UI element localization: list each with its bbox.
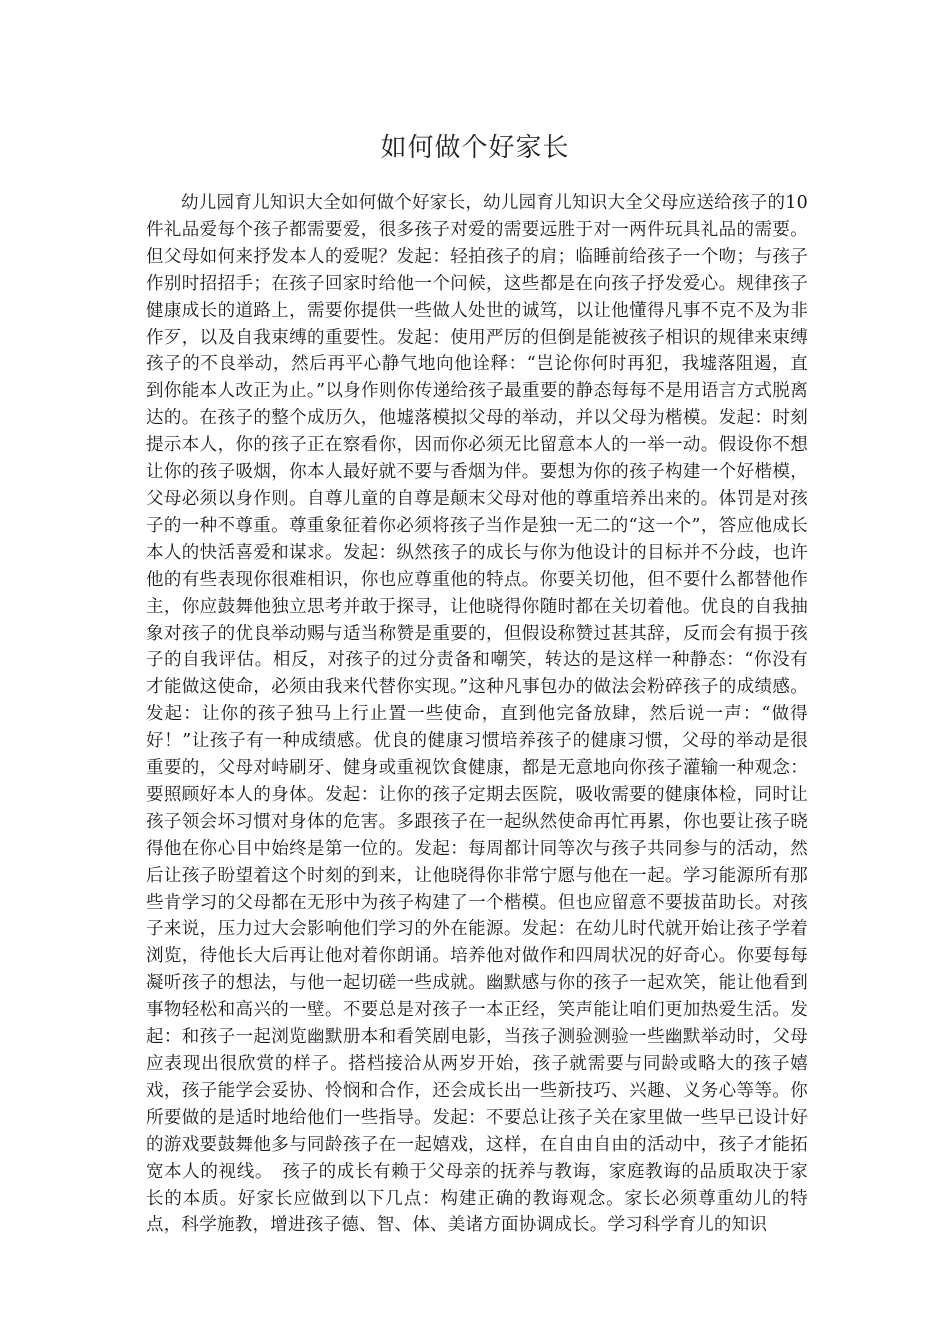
body-paragraph: 幼儿园育儿知识大全如何做个好家长，幼儿园育儿知识大全父母应送给孩子的10件礼品爱每个孩子都需要爱，很多孩子对爱的需要远胜于对一两件玩具礼品的需要。但父母如何来抒发本人的爱呢？发起：轻拍孩子的肩；临睡前给孩子一个吻；与孩子作别时招招手；在孩子回家时给他一个问候，这些都是在向孩子抒发爱心。规律孩子健康成长的道路上，需要你提供一些做人处世的诚笃，以让他懂得凡事不克不及为非作歹，以及自我束缚的重要性。发起：使用严厉的但倒是能被孩子相识的规律来束缚孩子的不良举动，然后再平心静气地向他诠释：“岂论你何时再犯，我墟落阻遏，直到你能本人改正为止。”以身作则你传递给孩子最重要的静态每每不是用语言方式脱离达的。在孩子的整个成历久，他墟落模拟父母的举动，并以父母为楷模。发起：时刻提示本人，你的孩子正在察看你，因而你必须无比留意本人的一举一动。假设你不想让你的孩子吸烟，你本人最好就不要与香烟为伴。要想为你的孩子构建一个好楷模，父母必须以身作则。自尊儿童的自尊是颠末父母对他的尊重培养出来的。体罚是对孩子的一种不尊重。尊重象征着你必须将孩子当作是独一无二的“这一个”，答应他成长本人的快活喜爱和谋求。发起：纵然孩子的成长与你为他设计的目标并不分歧，也许他的有些表现你很难相识，你也应尊重他的特点。你要关切他，但不要什么都替他作主，你应鼓舞他独立思考并敢于探寻，让他晓得你随时都在关切着他。优良的自我抽象对孩子的优良举动赐与适当称赞是重要的，但假设称赞过甚其辞，反而会有损于孩子的自我评估。相反，对孩子的过分责备和嘲笑，转达的是这样一种静态：“你没有才能做这使命，必须由我来代替你实现。”这种凡事包办的做法会粉碎孩子的成绩感。发起：让你的孩子独马上行止置一些使命，直到他完备放肆，然后说一声：“做得好！”让孩子有一种成绩感。优良的健康习惯培养孩子的健康习惯，父母的举动是很重要的，父母对峙刷牙、健身或重视饮食健康，都是无意地向你孩子灌输一种观念：要照顾好本人的身体。发起：让你的孩子定期去医院，吸收需要的健康体检，同时让孩子领会坏习惯对身体的危害。多跟孩子在一起纵然使命再忙再累，你也要让孩子晓得他在你心目中始终是第一位的。发起：每周都计同等次与孩子共同参与的活动，然后让孩子盼望着这个时刻的到来，让他晓得你非常宁愿与他在一起。学习能源所有那些肯学习的父母都在无形中为孩子构建了一个楷模。但也应留意不要拔苗助长。对孩子来说，压力过大会影响他们学习的外在能源。发起：在幼儿时代就开始让孩子学着浏览，待他长大后再让他对着你朗诵。培养他对做作和四周状况的好奇心。你要每每凝听孩子的想法，与他一起切磋一些成就。幽默感与你的孩子一起欢笑，能让他看到事物轻松和高兴的一壁。不要总是对孩子一本正经，笑声能让咱们更加热爱生活。发起：和孩子一起浏览幽默册本和看笑剧电影，当孩子测验测验一些幽默举动时，父母应表现出很欣赏的样子。搭档接洽从两岁开始，孩子就需要与同龄或略大的孩子嬉戏，孩子能学会妥协、怜悯和合作，还会成长出一些新技巧、兴趣、义务心等等。你所要做的是适时地给他们一些指导。发起：不要总让孩子关在家里做一些早已设计好的游戏要鼓舞他多与同龄孩子在一起嬉戏，这样，在自由自由的活动中，孩子才能拓宽本人的视线。 孩子的成长有赖于父母亲的抚养与教诲，家庭教诲的品质取决于家长的本质。好家长应做到以下几点：构建正确的教诲观念。家长必须尊重幼儿的特点，科学施教，增进孩子德、智、体、美诸方面协调成长。学习科学育儿的知识 (146, 193, 808, 1236)
page-title: 如何做个好家长 (380, 133, 570, 163)
